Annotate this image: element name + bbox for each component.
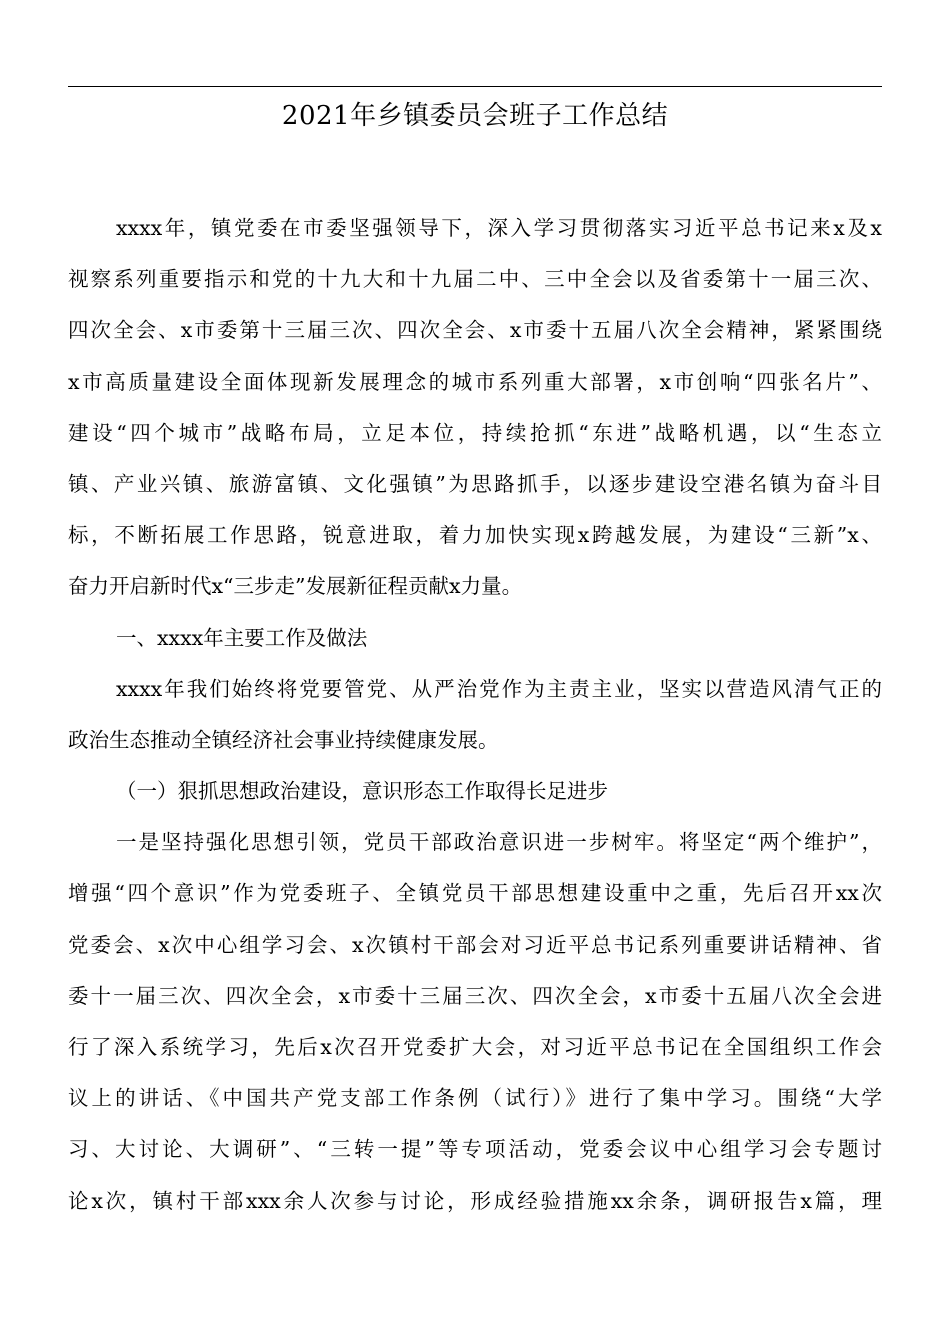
document-title: 2021年乡镇委员会班子工作总结 [281,101,669,131]
text-line: 党委会、x次中心组学习会、x次镇村干部会对习近平总书记系列重要讲话精神、省 [68,932,882,957]
text-line: 奋力开启新时代x“三步走”发展新征程贡献x力量。 [68,574,523,599]
text-line: 论x次，镇村干部xxx余人次参与讨论，形成经验措施xx余条，调研报告x篇，理 [68,1188,882,1213]
text-line: 议上的讲话、《中国共产党支部工作条例（试行）》进行了集中学习。围绕“大学 [68,1086,882,1111]
header-rule [68,86,882,87]
text-line: （一）狠抓思想政治建设，意识形态工作取得长足进步 [116,779,608,804]
text-line: 习、大讨论、大调研”、“三转一提”等专项活动，党委会议中心组学习会专题讨 [68,1137,882,1162]
text-line: 视察系列重要指示和党的十九大和十九届二中、三中全会以及省委第十一届三次、 [68,267,882,292]
document-body [68,206,882,1230]
text-line: x市高质量建设全面体现新发展理念的城市系列重大部署，x市创响“四张名片”、 [68,369,882,394]
text-line: 一是坚持强化思想引领，党员干部政治意识进一步树牢。将坚定“两个维护”， [116,830,882,855]
text-line: 建设“四个城市”战略布局，立足本位，持续抢抓“东进”战略机遇，以“生态立 [68,420,882,445]
text-line: 增强“四个意识”作为党委班子、全镇党员干部思想建设重中之重，先后召开xx次 [68,881,882,906]
text-line: xxxx年我们始终将党要管党、从严治党作为主责主业，坚实以营造风清气正的 [116,676,882,701]
text-line: 行了深入系统学习，先后x次召开党委扩大会，对习近平总书记在全国组织工作会 [68,1035,882,1059]
text-line: 四次全会、x市委第十三届三次、四次全会、x市委十五届八次全会精神，紧紧围绕 [68,318,882,343]
text-line: 标，不断拓展工作思路，锐意进取，着力加快实现x跨越发展，为建设“三新”x、 [68,523,882,548]
text-line: 镇、产业兴镇、旅游富镇、文化强镇”为思路抓手，以逐步建设空港名镇为奋斗目 [68,471,882,496]
text-line: 一、xxxx年主要工作及做法 [116,625,368,650]
text-line: xxxx年，镇党委在市委坚强领导下，深入学习贯彻落实习近平总书记来x及x [116,216,882,240]
text-line: 政治生态推动全镇经济社会事业持续健康发展。 [68,727,499,752]
text-line: 委十一届三次、四次全会，x市委十三届三次、四次全会，x市委十五届八次全会进 [68,983,882,1008]
